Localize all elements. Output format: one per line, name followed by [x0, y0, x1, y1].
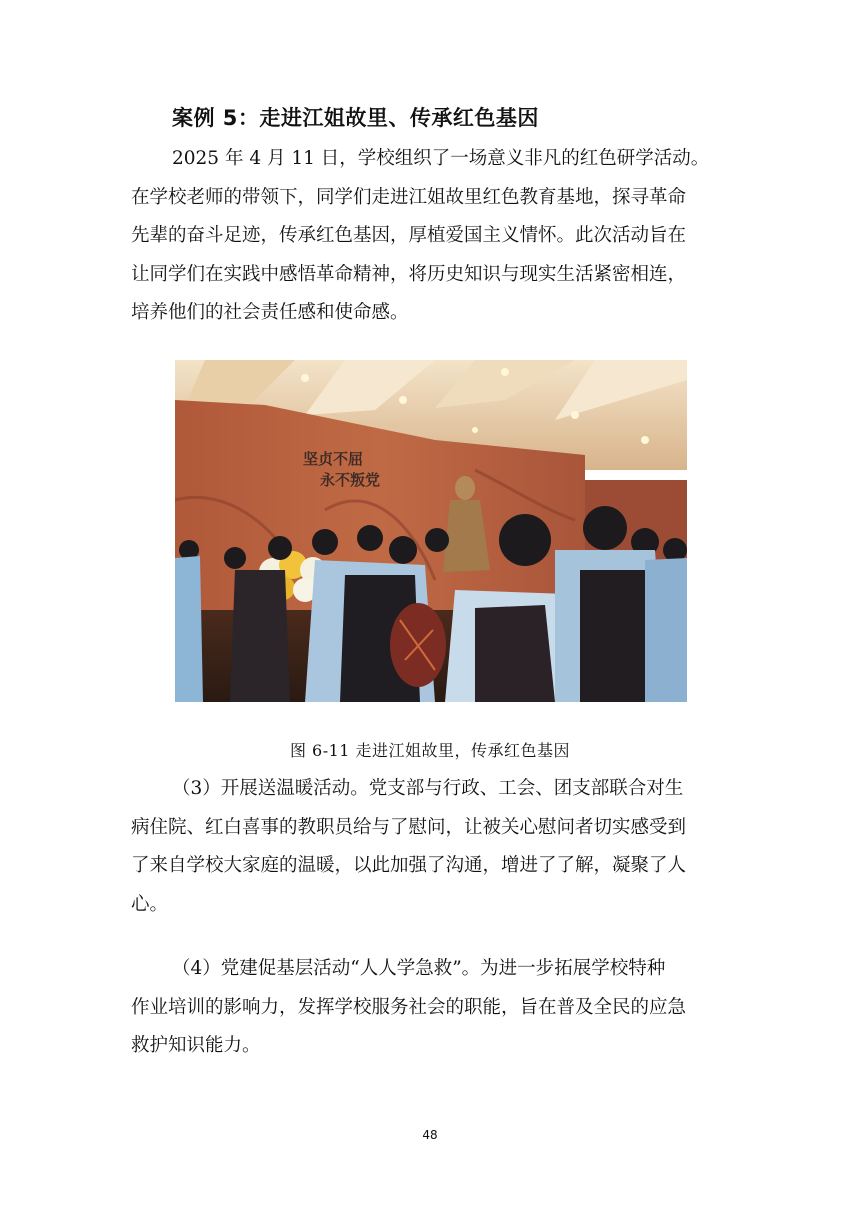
- paragraph-line: 2025 年 4 月 11 日，学校组织了一场意义非凡的红色研学活动。: [172, 148, 710, 169]
- paragraph-line: 让同学们在实践中感悟革命精神，将历史知识与现实生活紧密相连，: [131, 263, 687, 285]
- paragraph-line: 作业培训的影响力，发挥学校服务社会的职能，旨在普及全民的应急: [131, 996, 687, 1018]
- paragraph-first-aid-activity: [131, 950, 731, 1066]
- wall-slogan-line1: 坚贞不屈: [303, 450, 364, 468]
- case-heading: 案例 5：走进江姐故里、传承红色基因: [172, 106, 539, 130]
- activity-photo: [175, 360, 687, 702]
- paragraph-line: 了来自学校大家庭的温暖，以此加强了沟通，增进了了解，凝聚了人: [131, 855, 687, 876]
- wall-slogan-line2: 永不叛党: [320, 471, 381, 489]
- paragraph-line: 先辈的奋斗足迹，传承红色基因，厚植爱国主义情怀。此次活动旨在: [131, 225, 687, 246]
- figure-caption: 图 6-11 走进江姐故里，传承红色基因: [289, 741, 571, 760]
- paragraph-line: （4）党建促基层活动“人人学急救”。为进一步拓展学校特种: [172, 958, 666, 979]
- paragraph-line: 心。: [131, 893, 169, 915]
- paragraph-line: 培养他们的社会责任感和使命感。: [131, 302, 409, 323]
- paragraph-line: 救护知识能力。: [131, 1035, 261, 1056]
- paragraph-line: （3）开展送温暖活动。党支部与行政、工会、团支部联合对生: [172, 778, 684, 799]
- paragraph-case-description: [131, 140, 731, 333]
- paragraph-line: 病住院、红白喜事的教职员给与了慰问，让被关心慰问者切实感受到: [131, 816, 687, 838]
- page-number: 48: [422, 1128, 438, 1142]
- paragraph-warmth-activity: [131, 770, 731, 924]
- paragraph-line: 在学校老师的带领下，同学们走进江姐故里红色教育基地，探寻革命: [131, 186, 687, 208]
